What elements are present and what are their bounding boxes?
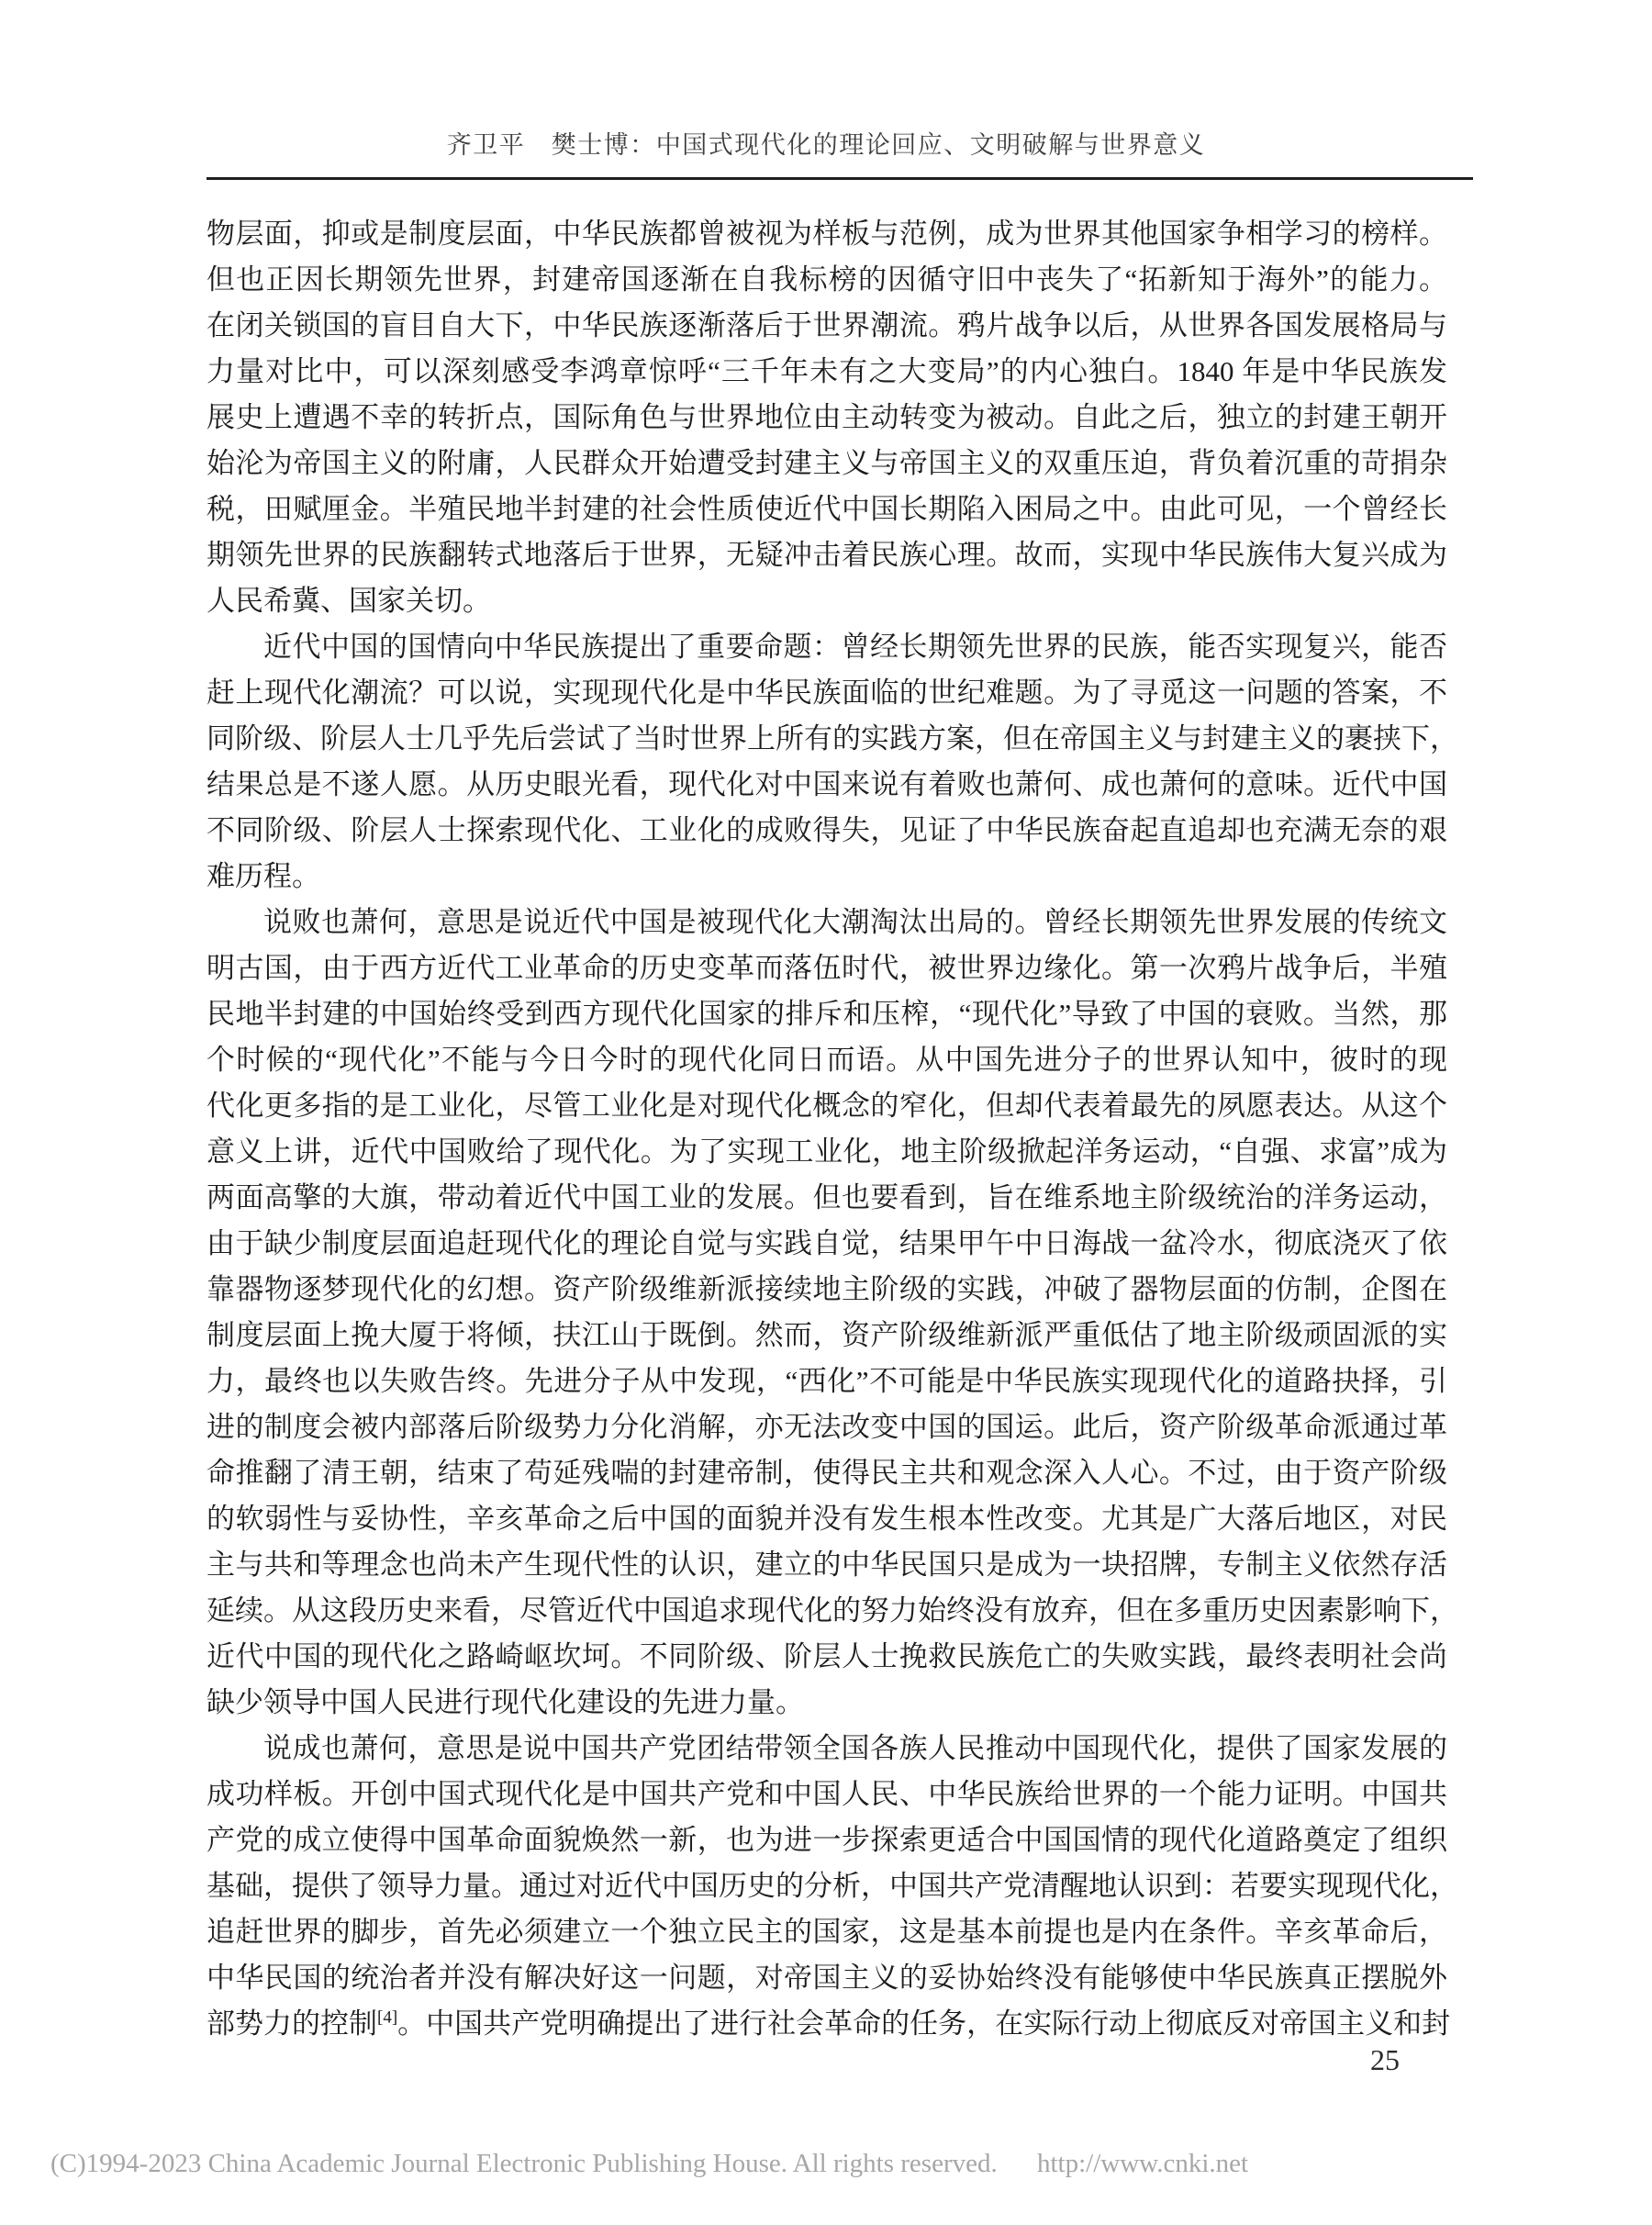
text-line: 赶上现代化潮流？可以说，实现现代化是中华民族面临的世纪难题。为了寻觅这一问题的答案，不 bbox=[206, 676, 1447, 709]
text-line: 靠器物逐梦现代化的幻想。资产阶级维新派接续地主阶级的实践，冲破了器物层面的仿制，企图在 bbox=[206, 1273, 1447, 1305]
text-line: 成功样板。开创中国式现代化是中国共产党和中国人民、中华民族给世界的一个能力证明。中国共 bbox=[206, 1778, 1447, 1810]
text-line: 代化更多指的是工业化，尽管工业化是对现代化概念的窄化，但却代表着最先的夙愿表达。从这个 bbox=[206, 1090, 1447, 1122]
text-line: 民地半封建的中国始终受到西方现代化国家的排斥和压榨，“现代化”导致了中国的衰败。当然，那 bbox=[206, 998, 1447, 1030]
running-header-title: 齐卫平 樊士博：中国式现代化的理论回应、文明破解与世界意义 bbox=[446, 131, 1206, 159]
text-segment: 。中国共产党明确提出了进行社会革命的任务，在实际行动上彻底反对帝国主义和封 bbox=[397, 2007, 1451, 2040]
article-body bbox=[206, 211, 1458, 2047]
text-line: 期领先世界的民族翻转式地落后于世界，无疑冲击着民族心理。故而，实现中华民族伟大复兴成为 bbox=[206, 539, 1447, 571]
text-line: 始沦为帝国主义的附庸，人民群众开始遭受封建主义与帝国主义的双重压迫，背负着沉重的苛捐杂 bbox=[206, 447, 1447, 479]
text-line: 力量对比中，可以深刻感受李鸿章惊呼“三千年未有之大变局”的内心独白。1840 年是中华民族发 bbox=[206, 355, 1447, 387]
text-line: 的软弱性与妥协性，辛亥革命之后中国的面貌并没有发生根本性改变。尤其是广大落后地区，对民 bbox=[206, 1503, 1447, 1535]
text-line: 难历程。 bbox=[206, 860, 320, 892]
text-line: 命推翻了清王朝，结束了苟延残喘的封建帝制，使得民主共和观念深入人心。不过，由于资产阶级 bbox=[206, 1457, 1447, 1489]
text-line: 不同阶级、阶层人士探索现代化、工业化的成败得失，见证了中华民族奋起直追却也充满无奈的艰 bbox=[206, 814, 1447, 846]
text-line: 个时候的“现代化”不能与今日今时的现代化同日而语。从中国先进分子的世界认知中，彼时的现 bbox=[206, 1044, 1447, 1076]
text-line: 由于缺少制度层面追赶现代化的理论自觉与实践自觉，结果甲午中日海战一盆冷水，彻底浇灭了依 bbox=[206, 1227, 1447, 1259]
text-line: 产党的成立使得中国革命面貌焕然一新，也为进一步探索更适合中国国情的现代化道路奠定了组织 bbox=[206, 1824, 1447, 1856]
text-line: 制度层面上挽大厦于将倾，扶江山于既倒。然而，资产阶级维新派严重低估了地主阶级顽固派的实 bbox=[206, 1319, 1447, 1351]
copyright-footer bbox=[50, 2148, 1248, 2179]
text-line: 同阶级、阶层人士几乎先后尝试了当时世界上所有的实践方案，但在帝国主义与封建主义的裹挟下， bbox=[206, 722, 1458, 755]
text-line-with-footnote bbox=[206, 2001, 1451, 2047]
text-line: 结果总是不遂人愿。从历史眼光看，现代化对中国来说有着败也萧何、成也萧何的意味。近代中国 bbox=[206, 768, 1447, 800]
text-line: 人民希冀、国家关切。 bbox=[206, 585, 491, 617]
text-line: 主与共和等理念也尚未产生现代性的认识，建立的中华民国只是成为一块招牌，专制主义依然存活 bbox=[206, 1549, 1447, 1581]
text-line: 两面高擎的大旗，带动着近代中国工业的发展。但也要看到，旨在维系地主阶级统治的洋务运动， bbox=[206, 1181, 1447, 1213]
copyright-text: (C)1994-2023 China Academic Journal Electronic Publishing House. All rights reserved. bbox=[50, 2149, 998, 2178]
text-line: 中华民国的统治者并没有解决好这一问题，对帝国主义的妥协始终没有能够使中华民族真正摆脱外 bbox=[206, 1962, 1447, 1994]
text-segment: 部势力的控制 bbox=[206, 2007, 377, 2040]
text-line: 近代中国的现代化之路崎岖坎坷。不同阶级、阶层人士挽救民族危亡的失败实践，最终表明社会尚 bbox=[206, 1640, 1447, 1672]
text-line: 说败也萧何，意思是说近代中国是被现代化大潮淘汰出局的。曾经长期领先世界发展的传统文 bbox=[263, 906, 1447, 938]
text-line: 展史上遭遇不幸的转折点，国际角色与世界地位由主动转变为被动。自此之后，独立的封建王朝开 bbox=[206, 401, 1447, 433]
text-line: 但也正因长期领先世界，封建帝国逐渐在自我标榜的因循守旧中丧失了“拓新知于海外”的能力。 bbox=[206, 263, 1447, 296]
header-rule bbox=[206, 177, 1473, 180]
cnki-url: http://www.cnki.net bbox=[1036, 2149, 1249, 2178]
text-line: 进的制度会被内部落后阶级势力分化消解，亦无法改变中国的国运。此后，资产阶级革命派通过革 bbox=[206, 1411, 1447, 1443]
text-line: 意义上讲，近代中国败给了现代化。为了实现工业化，地主阶级掀起洋务运动，“自强、求富”成为 bbox=[206, 1135, 1447, 1168]
text-line: 近代中国的国情向中华民族提出了重要命题：曾经长期领先世界的民族，能否实现复兴，能否 bbox=[263, 631, 1447, 663]
text-line: 追赶世界的脚步，首先必须建立一个独立民主的国家，这是基本前提也是内在条件。辛亥革命后， bbox=[206, 1916, 1447, 1948]
text-line: 物层面，抑或是制度层面，中华民族都曾被视为样板与范例，成为世界其他国家争相学习的榜样。 bbox=[206, 218, 1447, 250]
text-line: 基础，提供了领导力量。通过对近代中国历史的分析，中国共产党清醒地认识到：若要实现现代化， bbox=[206, 1870, 1458, 1902]
text-line: 延续。从这段历史来看，尽管近代中国追求现代化的努力始终没有放弃，但在多重历史因素影响下， bbox=[206, 1594, 1458, 1627]
text-line: 税，田赋厘金。半殖民地半封建的社会性质使近代中国长期陷入困局之中。由此可见，一个曾经长 bbox=[206, 493, 1447, 525]
text-line: 明古国，由于西方近代工业革命的历史变革而落伍时代，被世界边缘化。第一次鸦片战争后，半殖 bbox=[206, 952, 1447, 984]
text-line: 在闭关锁国的盲目自大下，中华民族逐渐落后于世界潮流。鸦片战争以后，从世界各国发展格局与 bbox=[206, 309, 1447, 341]
footnote-ref-4: [4] bbox=[377, 2007, 398, 2028]
text-line: 力，最终也以失败告终。先进分子从中发现，“西化”不可能是中华民族实现现代化的道路抉择，引 bbox=[206, 1365, 1447, 1397]
page-number: 25 bbox=[1370, 2043, 1400, 2076]
text-line: 说成也萧何，意思是说中国共产党团结带领全国各族人民推动中国现代化，提供了国家发展的 bbox=[263, 1732, 1447, 1764]
text-line: 缺少领导中国人民进行现代化建设的先进力量。 bbox=[206, 1686, 804, 1718]
